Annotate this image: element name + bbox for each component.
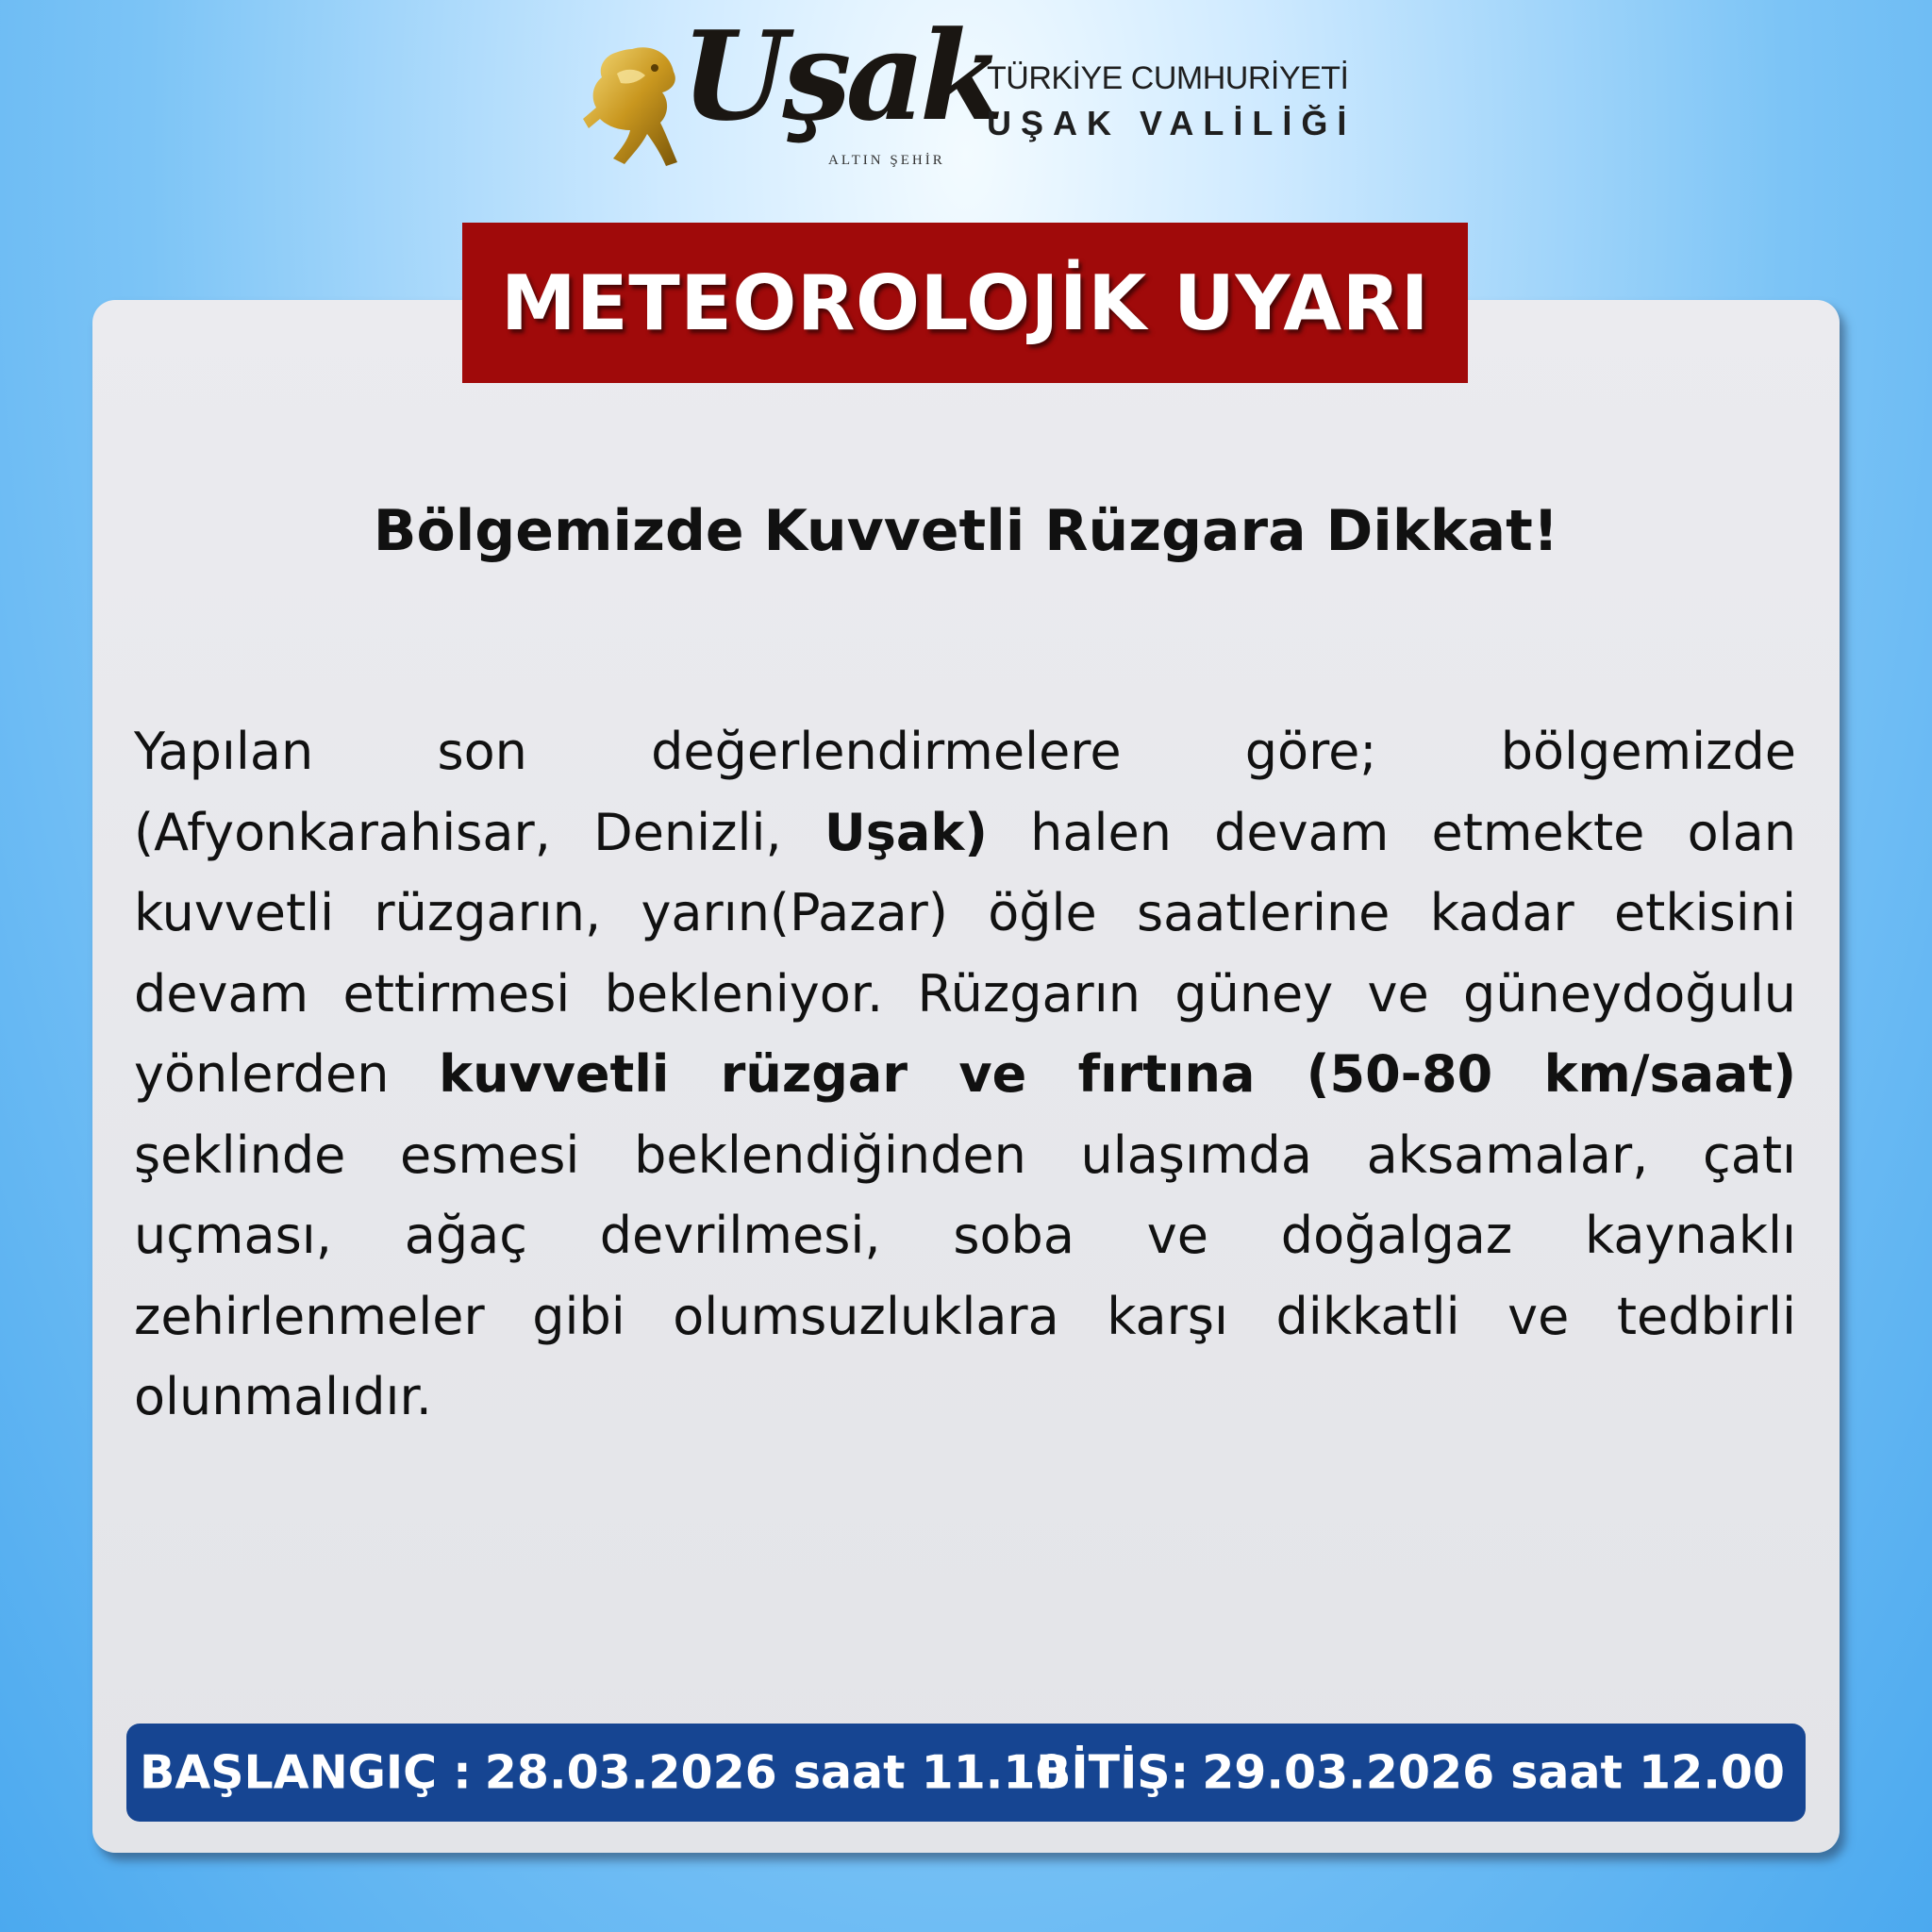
warning-title: METEOROLOJİK UYARI [500, 258, 1430, 347]
org-name-line2: UŞAK VALİLİĞİ [987, 104, 1357, 142]
body-text-part: Yapılan son değerlendirmelere göre; bölgemizde (Afyonkarahisar, Denizli, [134, 722, 1796, 862]
body-bold-part: Uşak) [824, 802, 988, 862]
golden-horse-emblem-icon [575, 40, 689, 181]
warning-subtitle: Bölgemizde Kuvvetli Rüzgara Dikkat! [373, 498, 1559, 564]
validity-dates-bar [126, 1724, 1806, 1822]
brand-wordmark: Uşak [681, 4, 999, 148]
brand-tagline: ALTIN ŞEHİR [828, 153, 945, 168]
warning-banner [462, 223, 1468, 383]
start-date [140, 1746, 1068, 1800]
org-name-line1: TÜRKİYE CUMHURİYETİ [987, 60, 1349, 96]
end-date-label: BİTİŞ: [1036, 1745, 1190, 1800]
start-date-label: BAŞLANGIÇ : [140, 1745, 472, 1800]
header [575, 4, 1368, 179]
body-bold-part: kuvvetli rüzgar ve fırtına (50-80 km/saat) [439, 1044, 1796, 1104]
warning-body [134, 711, 1796, 1438]
end-date-value: 29.03.2026 saat 12.00 [1202, 1745, 1785, 1800]
body-text-part: şeklinde esmesi beklendiğinden ulaşımda aksamalar, çatı uçması, ağaç devrilmesi, soba ve doğalgaz kaynaklı zehirlenmeler gibi olumsuzluklara karşı dikkatli ve tedbirli olunmalıdır. [134, 1124, 1796, 1426]
end-date [1036, 1746, 1785, 1800]
start-date-value: 28.03.2026 saat 11.10 [484, 1745, 1068, 1800]
body-text-part: halen devam etmekte olan kuvvetli rüzgarın, yarın(Pazar) öğle saatlerine kadar etkisini devam ettirmesi bekleniyor. Rüzgarın güney ve güneydoğulu yönlerden [134, 802, 1796, 1104]
